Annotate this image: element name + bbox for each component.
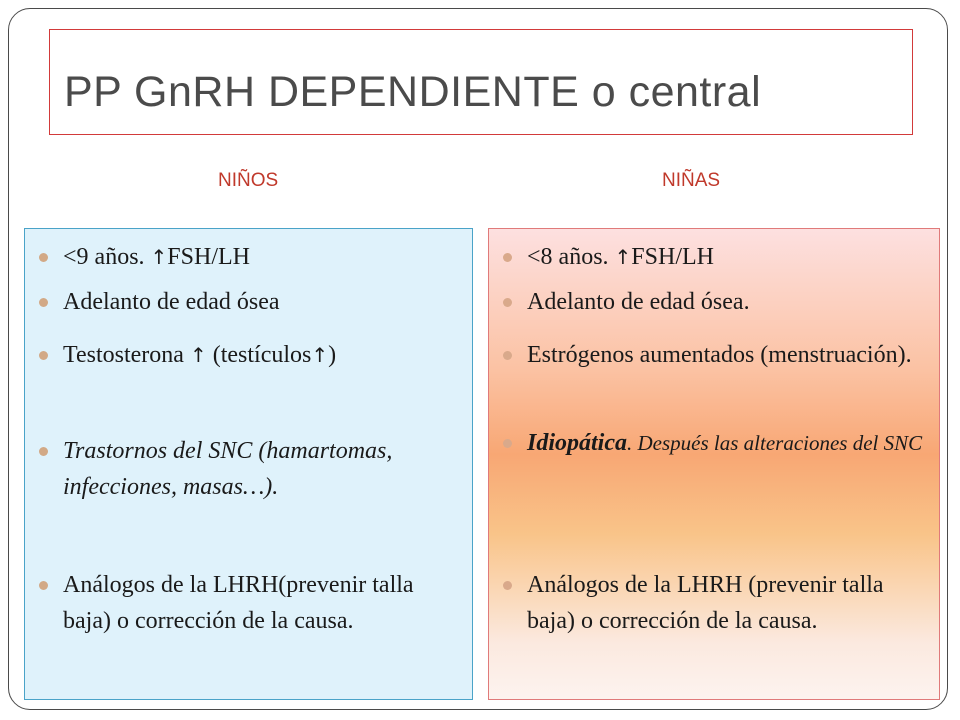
ninos-item-age-text: <9 años. bbox=[63, 244, 151, 270]
ninos-item-age-hormones: FSH/LH bbox=[167, 244, 250, 270]
ninos-item-testosterone-mid: (testículos bbox=[206, 342, 312, 368]
ninos-item-treatment: Análogos de la LHRH(prevenir talla baja) o corrección de la causa. bbox=[63, 567, 458, 639]
ninas-item-idiopathic-bold: Idiopática bbox=[527, 430, 627, 456]
up-arrow-icon: ↑ bbox=[189, 343, 207, 367]
ninas-panel bbox=[488, 228, 940, 700]
up-arrow-icon: ↑ bbox=[311, 343, 329, 367]
ninas-item-idiopathic bbox=[527, 425, 925, 461]
ninas-item-age-hormones: FSH/LH bbox=[631, 244, 714, 270]
ninas-item-estrogens: Estrógenos aumentados (menstruación). bbox=[527, 337, 925, 373]
up-arrow-icon: ↑ bbox=[614, 245, 632, 269]
ninas-item-idiopathic-rest: . Después las alteraciones del SNC bbox=[627, 431, 923, 455]
column-header-ninas: NIÑAS bbox=[662, 170, 721, 191]
ninos-item-cns-disorders: Trastornos del SNC (hamartomas, infecciones, masas…). bbox=[63, 433, 432, 505]
ninos-item-testosterone-text: Testosterona bbox=[63, 342, 190, 368]
column-header-ninos: NIÑOS bbox=[218, 170, 279, 191]
slide-title: PP GnRH DEPENDIENTE o central bbox=[64, 68, 762, 116]
title-box bbox=[49, 29, 913, 135]
ninos-panel bbox=[24, 228, 473, 700]
ninas-item-treatment: Análogos de la LHRH (prevenir talla baja) o corrección de la causa. bbox=[527, 567, 925, 639]
ninos-item-testosterone-tail: ) bbox=[328, 342, 337, 368]
up-arrow-icon: ↑ bbox=[150, 245, 168, 269]
ninas-item-age bbox=[527, 239, 925, 275]
ninos-item-testosterone bbox=[63, 337, 458, 373]
ninas-item-age-text: <8 años. bbox=[527, 244, 615, 270]
ninas-item-bone-age: Adelanto de edad ósea. bbox=[527, 284, 925, 320]
ninos-item-bone-age: Adelanto de edad ósea bbox=[63, 284, 458, 320]
ninos-item-age bbox=[63, 239, 458, 275]
